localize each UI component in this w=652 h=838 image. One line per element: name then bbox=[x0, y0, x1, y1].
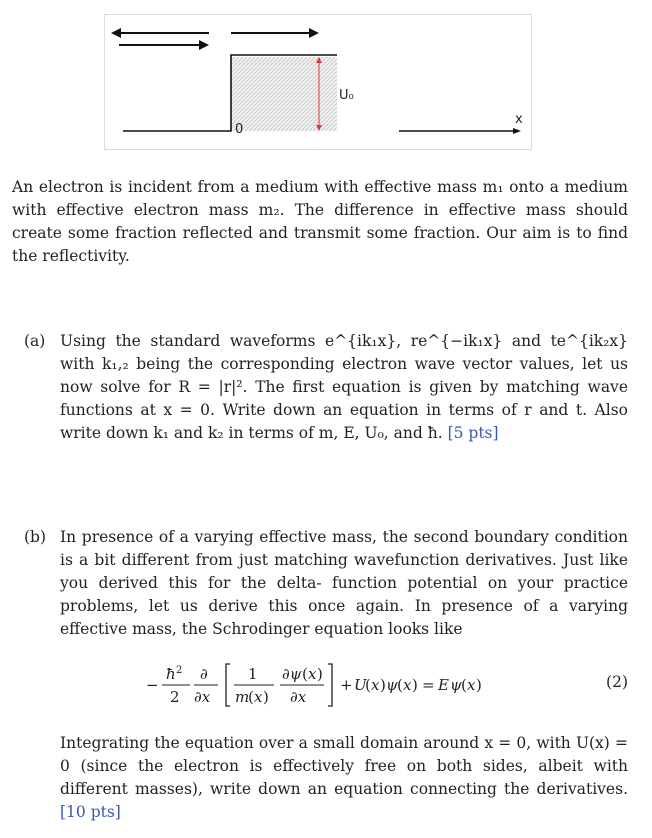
svg-text:U: U bbox=[354, 676, 367, 694]
svg-text:=: = bbox=[422, 676, 435, 694]
equation-graphic bbox=[146, 660, 526, 710]
svg-text:2: 2 bbox=[170, 688, 180, 706]
reflected-wave-arrow bbox=[111, 28, 209, 38]
svg-text:): ) bbox=[380, 676, 386, 694]
svg-text:(: ( bbox=[302, 665, 308, 683]
svg-text:x: x bbox=[254, 688, 263, 706]
svg-text:(: ( bbox=[397, 676, 403, 694]
svg-text:): ) bbox=[412, 676, 418, 694]
svg-text:x: x bbox=[467, 676, 476, 694]
x-axis-label: x bbox=[515, 112, 523, 127]
svg-text:m: m bbox=[235, 688, 250, 706]
part-b-points[interactable]: [10 pts] bbox=[60, 803, 121, 821]
svg-text:∂x: ∂x bbox=[194, 688, 211, 706]
potential-step-figure bbox=[104, 14, 532, 150]
schrodinger-equation bbox=[146, 660, 628, 710]
origin-label: 0 bbox=[235, 122, 244, 137]
svg-text:∂x: ∂x bbox=[290, 688, 307, 706]
part-a-points[interactable]: [5 pts] bbox=[447, 424, 499, 442]
svg-text:x: x bbox=[371, 676, 380, 694]
svg-text:−: − bbox=[146, 676, 159, 694]
svg-text:x: x bbox=[308, 665, 317, 683]
svg-text:): ) bbox=[317, 665, 323, 683]
barrier-region bbox=[231, 57, 337, 131]
intro-paragraph: An electron is incident from a medium with effective mass m₁ onto a medium with effective electron mass m₂. The difference in effective mass should create some fraction reflected and transmit some fraction. Our aim is to find the reflectivity. bbox=[12, 178, 628, 265]
svg-text:ψ: ψ bbox=[450, 676, 462, 694]
incident-wave-arrow bbox=[119, 40, 209, 50]
svg-text:1: 1 bbox=[248, 665, 258, 683]
part-a-body bbox=[60, 330, 628, 445]
transmitted-wave-arrow bbox=[231, 28, 319, 38]
svg-text:E: E bbox=[438, 676, 449, 694]
part-a-label: (a) bbox=[24, 332, 46, 350]
svg-text:): ) bbox=[476, 676, 482, 694]
part-b-text2: Integrating the equation over a small domain around x = 0, with U(x) = 0 (since the electron is effectively free on both sides, albeit with different masses), write down an equation connecting the derivatives. bbox=[60, 734, 628, 798]
svg-text:ψ: ψ bbox=[386, 676, 398, 694]
equation-number: (2) bbox=[606, 673, 628, 691]
part-a-text: Using the standard waveforms e^{ik₁x}, re^{−ik₁x} and te^{ik₂x} with k₁,₂ being the corresponding electron wave vector values, let us now solve for R = |r|². The first equation is given by matching wave functions at x = 0. Write down an equation in terms of r and t. Also write down k₁ and k₂ in terms of m, E, U₀, and ħ. bbox=[60, 332, 628, 442]
svg-text:2: 2 bbox=[176, 665, 183, 676]
svg-text:+: + bbox=[340, 676, 353, 694]
potential-step-diagram bbox=[105, 15, 533, 151]
part-b-body: In presence of a varying effective mass, the second boundary condition is a bit different from just matching wavefunction derivatives. Just like you derived this for the delta- function potential on your practice problems, let us derive this once again. In presence of a varying effective mass, the Schrodinger equation looks like bbox=[60, 528, 628, 638]
u0-label: U₀ bbox=[339, 88, 354, 103]
part-b-label: (b) bbox=[24, 528, 47, 546]
svg-text:∂: ∂ bbox=[200, 665, 208, 683]
svg-text:ħ: ħ bbox=[166, 665, 176, 683]
svg-text:(: ( bbox=[461, 676, 467, 694]
svg-text:): ) bbox=[263, 688, 269, 706]
part-b-continuation bbox=[60, 732, 628, 824]
svg-text:(: ( bbox=[248, 688, 254, 706]
svg-text:(: ( bbox=[365, 676, 371, 694]
svg-text:x: x bbox=[403, 676, 412, 694]
svg-text:∂ψ: ∂ψ bbox=[282, 665, 302, 683]
x-axis-arrow bbox=[399, 128, 521, 134]
